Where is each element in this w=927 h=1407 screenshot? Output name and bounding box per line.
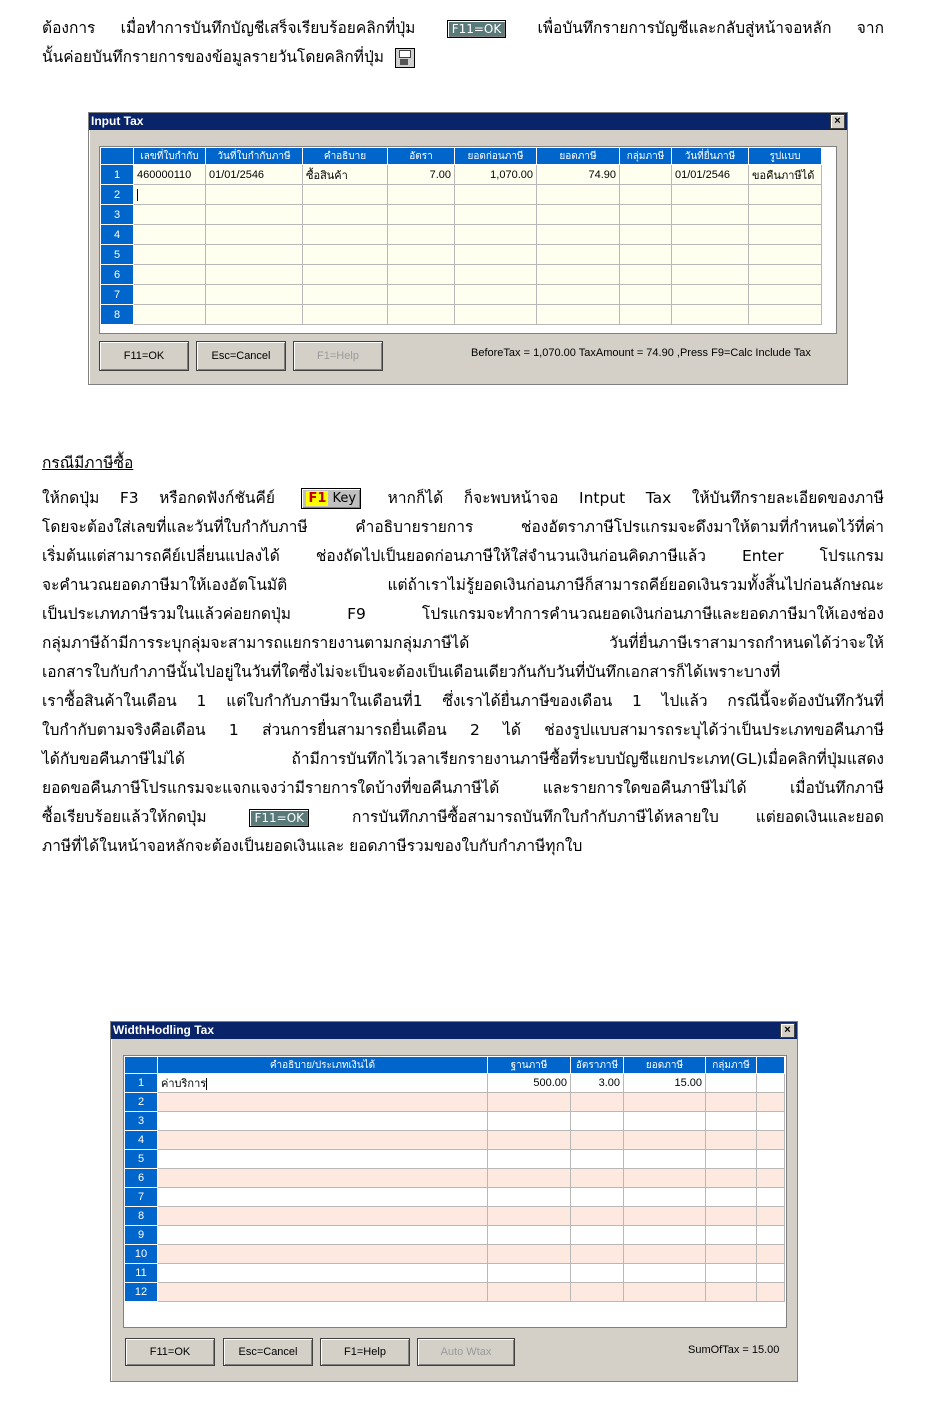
row-number: 4 — [125, 1131, 158, 1150]
table-cell[interactable] — [303, 225, 388, 245]
table-cell[interactable] — [158, 1169, 488, 1188]
table-cell[interactable] — [624, 1245, 706, 1264]
table-cell[interactable] — [134, 185, 206, 205]
table-cell[interactable] — [749, 185, 822, 205]
table-cell[interactable] — [620, 245, 672, 265]
help-button[interactable]: F1=Help — [293, 341, 383, 371]
table-cell[interactable] — [672, 285, 749, 305]
row-number: 1 — [125, 1074, 158, 1093]
table-cell[interactable]: 01/01/2546 — [206, 165, 303, 185]
section-text-12: ซื้อเรียบร้อยแล้วให้กดปุ่ม — [42, 808, 207, 826]
f11-ok-key-image-2: F11=OK — [249, 809, 309, 827]
table-cell[interactable] — [488, 1264, 571, 1283]
table-cell[interactable] — [303, 265, 388, 285]
auto-wtax-button[interactable]: Auto Wtax — [417, 1338, 515, 1366]
table-cell[interactable]: ขอคืนภาษีได้ — [749, 165, 822, 185]
table-cell[interactable] — [757, 1112, 785, 1131]
table-cell[interactable] — [488, 1093, 571, 1112]
row-number: 8 — [125, 1207, 158, 1226]
table-cell[interactable] — [672, 185, 749, 205]
table-cell[interactable] — [706, 1207, 757, 1226]
table-row[interactable] — [125, 1245, 785, 1264]
wht-col-header[interactable] — [757, 1057, 785, 1074]
table-row[interactable] — [101, 205, 822, 225]
table-row[interactable] — [125, 1131, 785, 1150]
wht-col-header[interactable]: ยอดภาษี — [624, 1057, 706, 1074]
table-cell[interactable] — [749, 305, 822, 325]
input-tax-table — [100, 147, 822, 325]
table-cell[interactable] — [624, 1264, 706, 1283]
table-cell[interactable] — [206, 305, 303, 325]
table-cell[interactable] — [706, 1245, 757, 1264]
table-cell[interactable] — [749, 265, 822, 285]
row-number: 7 — [101, 285, 134, 305]
table-cell[interactable] — [158, 1264, 488, 1283]
section-paragraph — [42, 484, 884, 861]
table-cell[interactable] — [206, 265, 303, 285]
table-cell[interactable] — [672, 225, 749, 245]
input-tax-grid[interactable] — [99, 146, 837, 334]
wht-header-row — [125, 1057, 785, 1074]
table-cell[interactable]: ซื้อสินค้า — [303, 165, 388, 185]
wht-grid[interactable] — [123, 1055, 787, 1328]
table-cell[interactable] — [571, 1245, 624, 1264]
table-cell[interactable] — [749, 285, 822, 305]
row-number: 8 — [101, 305, 134, 325]
table-row[interactable] — [125, 1112, 785, 1131]
table-cell[interactable] — [158, 1226, 488, 1245]
table-cell[interactable] — [624, 1188, 706, 1207]
table-cell[interactable] — [537, 185, 620, 205]
row-number: 6 — [125, 1169, 158, 1188]
table-row[interactable] — [125, 1226, 785, 1245]
table-cell[interactable] — [158, 1207, 488, 1226]
table-cell[interactable] — [672, 205, 749, 225]
table-cell[interactable] — [620, 305, 672, 325]
table-cell[interactable] — [488, 1169, 571, 1188]
input-tax-col-header[interactable] — [101, 148, 134, 165]
close-icon[interactable]: × — [830, 114, 845, 129]
section-text-1: หากก็ได้ ก็จะพบหน้าจอ Intput Tax ให้บันทึกรายละเอียดของภาษี — [387, 489, 884, 507]
section-line-4: เริ่มต้นแต่สามารถคีย์เปลี่ยนแปลงได้ ช่องถัดไปเป็นยอดก่อนภาษีให้ใส่จำนวนเงินก่อนคิดภาษีแล้ว Enter โปรแกรม — [42, 547, 884, 565]
table-cell[interactable] — [706, 1283, 757, 1302]
table-cell[interactable] — [537, 205, 620, 225]
table-cell[interactable]: 500.00 — [488, 1074, 571, 1093]
table-row[interactable] — [101, 285, 822, 305]
table-row[interactable] — [101, 265, 822, 285]
table-row[interactable] — [125, 1169, 785, 1188]
table-cell[interactable] — [455, 305, 537, 325]
table-cell[interactable] — [537, 265, 620, 285]
table-cell[interactable] — [757, 1207, 785, 1226]
table-cell[interactable] — [706, 1264, 757, 1283]
table-cell[interactable] — [757, 1169, 785, 1188]
table-cell[interactable] — [706, 1131, 757, 1150]
table-cell[interactable] — [134, 305, 206, 325]
table-cell[interactable] — [206, 245, 303, 265]
row-number: 3 — [125, 1112, 158, 1131]
table-cell[interactable] — [757, 1264, 785, 1283]
table-cell[interactable] — [488, 1226, 571, 1245]
table-cell[interactable] — [620, 165, 672, 185]
table-cell[interactable] — [757, 1245, 785, 1264]
withholding-tax-window — [110, 1021, 798, 1382]
input-tax-col-header[interactable]: วันที่ใบกำกับภาษี — [206, 148, 303, 165]
intro-line-2 — [42, 43, 884, 72]
table-cell[interactable] — [455, 205, 537, 225]
table-cell[interactable] — [624, 1131, 706, 1150]
table-cell[interactable] — [749, 245, 822, 265]
table-cell[interactable] — [620, 205, 672, 225]
section-heading: กรณีมีภาษีซื้อ — [42, 454, 134, 472]
table-cell[interactable]: 460000110 — [134, 165, 206, 185]
table-cell[interactable] — [537, 305, 620, 325]
table-cell[interactable] — [571, 1112, 624, 1131]
ok-button[interactable]: F11=OK — [99, 341, 189, 371]
table-cell[interactable]: 3.00 — [571, 1074, 624, 1093]
table-cell[interactable] — [571, 1150, 624, 1169]
cancel-button[interactable]: Esc=Cancel — [223, 1338, 313, 1366]
row-number: 7 — [125, 1188, 158, 1207]
table-cell[interactable] — [706, 1074, 757, 1093]
table-cell[interactable] — [706, 1112, 757, 1131]
table-cell[interactable] — [757, 1226, 785, 1245]
section-line-8: เอกสารใบกับกำภาษีนั้นไปอยู่ในวันที่ใดซึ่งไม่จะเป็นจะต้องเป็นเดือนเดียวกันกับวันที่บันทึกเอกสารก็ได้เพราะบางที่ — [42, 663, 781, 681]
row-number: 2 — [101, 185, 134, 205]
table-cell[interactable] — [134, 225, 206, 245]
table-cell[interactable] — [206, 205, 303, 225]
row-number: 5 — [101, 245, 134, 265]
table-cell[interactable] — [488, 1245, 571, 1264]
table-cell[interactable]: 01/01/2546 — [672, 165, 749, 185]
table-cell[interactable] — [488, 1112, 571, 1131]
row-number: 3 — [101, 205, 134, 225]
table-cell[interactable] — [206, 225, 303, 245]
table-cell[interactable]: 74.90 — [537, 165, 620, 185]
intro-text-1a: ต้องการ เมื่อทำการบันทึกบัญชีเสร็จเรียบร้อยคลิกที่ปุ่ม — [42, 19, 416, 37]
table-cell[interactable] — [455, 225, 537, 245]
table-cell[interactable] — [672, 265, 749, 285]
table-cell[interactable] — [571, 1169, 624, 1188]
table-cell[interactable] — [206, 185, 303, 205]
section-line-12: ยอดขอคืนภาษีโปรแกรมจะแจกแจงว่ามีรายการใดบ้างที่ขอคืนภาษีได้ และรายการใดขอคืนภาษีไม่ได้ เมื่อบันทึกภาษี — [42, 779, 884, 797]
row-number: 4 — [101, 225, 134, 245]
table-row[interactable] — [125, 1188, 785, 1207]
table-row[interactable] — [125, 1150, 785, 1169]
section-line-7: กลุ่มภาษีถ้ามีการระบุกลุ่มจะสามารถแยกรายงานตามกลุ่มภาษีได้ วันที่ยื่นภาษีเราสามารถกำหนดได้ว่าจะให้ — [42, 634, 884, 652]
table-cell[interactable] — [537, 225, 620, 245]
input-tax-col-header[interactable]: คำอธิบาย — [303, 148, 388, 165]
input-tax-col-header[interactable]: กลุ่มภาษี — [620, 148, 672, 165]
table-cell[interactable] — [620, 265, 672, 285]
section-line-3: โดยจะต้องใส่เลขที่และวันที่ใบกำกับภาษี คำอธิบายรายการ ช่องอัตราภาษีโปรแกรมจะดึงมาให้ตามที่กำหนดไว้ที่ค่า — [42, 518, 884, 536]
section-line-14: ภาษีที่ได้ในหน้าจอหลักจะต้องเป็นยอดเงินและ ยอดภาษีรวมของใบกับกำภาษีทุกใบ — [42, 837, 583, 855]
table-row[interactable] — [125, 1093, 785, 1112]
table-cell[interactable] — [757, 1074, 785, 1093]
intro-text-1b: เพื่อบันทึกรายการบัญชีและกลับสู่หน้าจอหลัก จาก — [537, 19, 884, 37]
table-cell[interactable] — [388, 265, 455, 285]
table-cell[interactable] — [757, 1283, 785, 1302]
table-cell[interactable] — [706, 1150, 757, 1169]
input-tax-header-row — [101, 148, 822, 165]
f1-key-image — [301, 488, 361, 509]
text-caret — [137, 189, 138, 201]
table-cell[interactable] — [537, 245, 620, 265]
table-cell[interactable] — [388, 285, 455, 305]
table-cell[interactable] — [303, 185, 388, 205]
table-row[interactable] — [101, 165, 822, 185]
table-row[interactable] — [125, 1074, 785, 1093]
table-cell[interactable] — [571, 1283, 624, 1302]
table-cell[interactable] — [757, 1150, 785, 1169]
table-cell[interactable] — [624, 1150, 706, 1169]
table-row[interactable] — [101, 185, 822, 205]
table-cell[interactable]: 7.00 — [388, 165, 455, 185]
section-text-0: ให้กดปุ่ม F3 หรือกดฟังก์ชันคีย์ — [42, 489, 275, 507]
table-cell[interactable] — [134, 245, 206, 265]
table-row[interactable] — [101, 225, 822, 245]
intro-line-1 — [42, 14, 884, 43]
table-cell[interactable] — [158, 1245, 488, 1264]
input-tax-window — [88, 112, 848, 385]
input-tax-col-header[interactable]: รูปแบบ — [749, 148, 822, 165]
f1-key-text: Key — [328, 491, 357, 506]
input-tax-col-header[interactable]: เลขที่ใบกำกับ — [134, 148, 206, 165]
table-cell[interactable] — [134, 265, 206, 285]
table-cell[interactable] — [158, 1093, 488, 1112]
table-cell[interactable] — [455, 285, 537, 305]
section-line-10: ใบกำกับตามจริงคือเดือน 1 ส่วนการยื่นสามารถยื่นเดือน 2 ได้ ช่องรูปแบบสามารถระบุได้ว่าเป็นประเภทขอคืนภาษี — [42, 721, 884, 739]
ok-button[interactable]: F11=OK — [125, 1338, 215, 1366]
row-number: 2 — [125, 1093, 158, 1112]
table-cell[interactable] — [303, 305, 388, 325]
input-tax-col-header[interactable]: วันที่ยื่นภาษี — [672, 148, 749, 165]
table-cell[interactable] — [571, 1131, 624, 1150]
table-cell[interactable] — [537, 285, 620, 305]
input-tax-titlebar — [89, 113, 847, 130]
table-row[interactable] — [125, 1264, 785, 1283]
table-cell[interactable] — [624, 1283, 706, 1302]
wht-status: SumOfTax = 15.00 — [688, 1344, 780, 1356]
input-tax-status: BeforeTax = 1,070.00 TaxAmount = 74.90 ,Press F9=Calc Include Tax — [471, 347, 811, 359]
f11-ok-key-image: F11=OK — [447, 20, 507, 38]
table-cell[interactable] — [624, 1093, 706, 1112]
table-cell[interactable] — [624, 1169, 706, 1188]
table-cell[interactable] — [158, 1112, 488, 1131]
table-cell[interactable] — [757, 1188, 785, 1207]
table-cell[interactable] — [303, 205, 388, 225]
wht-col-header[interactable]: คำอธิบาย/ประเภทเงินได้ — [158, 1057, 488, 1074]
table-cell[interactable] — [158, 1131, 488, 1150]
wht-col-header[interactable] — [125, 1057, 158, 1074]
section-line-13 — [42, 803, 884, 832]
table-row[interactable] — [125, 1207, 785, 1226]
f1-key-highlight: F1 — [308, 491, 327, 506]
table-cell[interactable]: 1,070.00 — [455, 165, 537, 185]
wht-col-header[interactable]: ฐานภาษี — [488, 1057, 571, 1074]
table-cell[interactable] — [388, 245, 455, 265]
table-cell[interactable]: 15.00 — [624, 1074, 706, 1093]
table-cell[interactable] — [672, 245, 749, 265]
table-cell[interactable] — [624, 1112, 706, 1131]
input-tax-col-header[interactable]: ยอดภาษี — [537, 148, 620, 165]
wht-titlebar — [111, 1022, 797, 1039]
table-cell[interactable] — [571, 1226, 624, 1245]
table-cell[interactable] — [672, 305, 749, 325]
table-cell[interactable] — [134, 205, 206, 225]
section-line-9: เราซื้อสินค้าในเดือน 1 แต่ใบกำกับภาษีมาในเดือนที่1 ซึ่งเราได้ยื่นภาษีของเดือน 1 ไปแล้ว กรณีนี้จะต้องบันทึกวันที่ — [42, 692, 884, 710]
table-cell[interactable] — [488, 1188, 571, 1207]
table-cell[interactable] — [757, 1131, 785, 1150]
table-cell[interactable] — [620, 225, 672, 245]
table-cell[interactable] — [303, 285, 388, 305]
table-cell[interactable] — [388, 305, 455, 325]
table-row[interactable] — [125, 1283, 785, 1302]
text-caret — [206, 1078, 207, 1090]
table-cell[interactable] — [757, 1093, 785, 1112]
section-text-13: การบันทึกภาษีซื้อสามารถบันทึกใบกำกับภาษีได้หลายใบ แต่ยอดเงินและยอด — [351, 808, 884, 826]
close-icon[interactable]: × — [780, 1023, 795, 1038]
table-cell[interactable] — [455, 265, 537, 285]
intro-paragraph — [42, 14, 884, 72]
table-row[interactable] — [101, 245, 822, 265]
table-cell[interactable] — [706, 1226, 757, 1245]
section-line-11: ได้กับขอคืนภาษีไม่ได้ ถ้ามีการบันทึกไว้เวลาเรียกรายงานภาษีซื้อที่ระบบบัญชีแยกประเภท(GL)เมื่อคลิกที่ปุ่มแสดง — [42, 750, 884, 768]
table-cell[interactable] — [303, 245, 388, 265]
wht-title: WidthHodling Tax — [113, 1023, 214, 1037]
row-number: 9 — [125, 1226, 158, 1245]
row-number: 5 — [125, 1150, 158, 1169]
table-cell[interactable] — [706, 1169, 757, 1188]
row-number: 10 — [125, 1245, 158, 1264]
table-cell[interactable] — [571, 1188, 624, 1207]
section-line-1 — [42, 484, 884, 513]
help-button[interactable]: F1=Help — [320, 1338, 410, 1366]
section-line-6: เป็นประเภทภาษีรวมในแล้วค่อยกดปุ่ม F9 โปรแกรมจะทำการคำนวณยอดเงินก่อนภาษีและยอดภาษีมาให้เองช่อง — [42, 605, 884, 623]
row-number: 12 — [125, 1283, 158, 1302]
table-cell[interactable] — [455, 185, 537, 205]
table-cell[interactable] — [571, 1207, 624, 1226]
wht-table — [124, 1056, 785, 1302]
input-tax-title: Input Tax — [91, 114, 144, 128]
table-cell[interactable] — [488, 1150, 571, 1169]
table-cell[interactable] — [455, 245, 537, 265]
table-cell[interactable] — [388, 225, 455, 245]
row-number: 1 — [101, 165, 134, 185]
cancel-button[interactable]: Esc=Cancel — [196, 341, 286, 371]
table-cell[interactable] — [624, 1226, 706, 1245]
table-cell[interactable] — [706, 1188, 757, 1207]
table-cell[interactable] — [571, 1264, 624, 1283]
table-cell[interactable] — [388, 185, 455, 205]
table-cell[interactable] — [488, 1207, 571, 1226]
table-cell[interactable] — [571, 1093, 624, 1112]
intro-text-2: นั้นค่อยบันทึกรายการของข้อมูลรายวันโดยคลิกที่ปุ่ม — [42, 48, 385, 66]
table-cell[interactable]: ค่าบริการ — [158, 1074, 488, 1093]
table-cell[interactable] — [158, 1283, 488, 1302]
row-number: 6 — [101, 265, 134, 285]
table-cell[interactable] — [488, 1131, 571, 1150]
table-cell[interactable] — [749, 205, 822, 225]
input-tax-col-header[interactable]: อัตรา — [388, 148, 455, 165]
table-cell[interactable] — [388, 205, 455, 225]
wht-col-header[interactable]: กลุ่มภาษี — [706, 1057, 757, 1074]
table-cell[interactable] — [134, 285, 206, 305]
table-cell[interactable] — [706, 1093, 757, 1112]
row-number: 11 — [125, 1264, 158, 1283]
table-cell[interactable] — [620, 285, 672, 305]
table-cell[interactable] — [624, 1207, 706, 1226]
table-cell[interactable] — [206, 285, 303, 305]
section-line-5: จะคำนวณยอดภาษีมาให้เองอัตโนมัติ แต่ถ้าเราไม่รู้ยอดเงินก่อนภาษีก็สามารถคีย์ยอดเงินรวมทั้งสิ้นไปก่อนลักษณะ — [42, 576, 884, 594]
table-cell[interactable] — [749, 225, 822, 245]
input-tax-col-header[interactable]: ยอดก่อนภาษี — [455, 148, 537, 165]
wht-col-header[interactable]: อัตราภาษี — [571, 1057, 624, 1074]
table-cell[interactable] — [158, 1150, 488, 1169]
table-cell[interactable] — [620, 185, 672, 205]
table-cell[interactable] — [158, 1188, 488, 1207]
save-icon — [395, 48, 415, 68]
table-cell[interactable] — [488, 1283, 571, 1302]
table-row[interactable] — [101, 305, 822, 325]
